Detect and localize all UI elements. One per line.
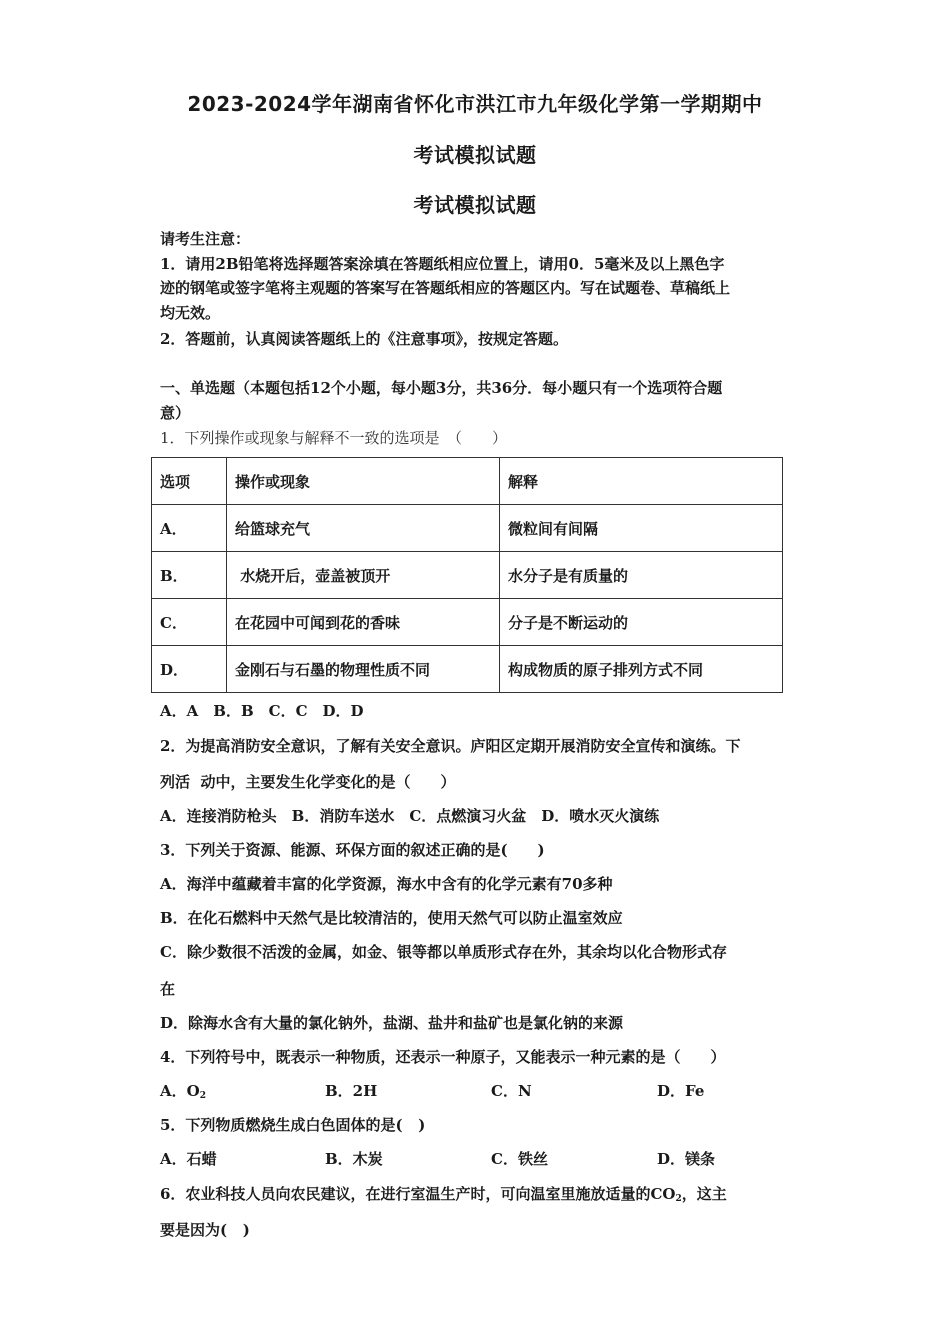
q5-option-a: A．石蜡 [160, 1150, 217, 1168]
q4-option-a-subscript: 2 [199, 1091, 206, 1101]
q6-stem-subscript: 2 [675, 1194, 682, 1204]
notice-item-1-line-3: 均无效。 [160, 304, 221, 322]
q5-option-c: C．铁丝 [491, 1150, 548, 1168]
q1-answer-options: A．A B．B C．C D．D [160, 702, 364, 720]
row-option: D． [152, 646, 227, 693]
section-heading-line-1: 一、单选题（本题包括12个小题，每小题3分，共36分．每小题只有一个选项符合题 [160, 379, 723, 397]
q4-stem: 4．下列符号中，既表示一种物质，还表示一种原子，又能表示一种元素的是（ ） [160, 1048, 726, 1066]
q3-option-c-line-1: C．除少数很不活泼的金属，如金、银等都以单质形式存在外，其余均以化合物形式存 [160, 943, 727, 961]
row-explanation: 微粒间有间隔 [500, 505, 783, 552]
notice-heading: 请考生注意： [160, 230, 251, 248]
q4-options [160, 1080, 800, 1102]
table-row [152, 505, 783, 552]
title-line-1: 2023-2024学年湖南省怀化市洪江市九年级化学第一学期期中 [187, 92, 763, 116]
q2-options: A．连接消防枪头 B．消防车送水 C．点燃演习火盆 D．喷水灭火演练 [160, 807, 660, 825]
row-operation: 金刚石与石墨的物理性质不同 [227, 646, 500, 693]
q6-stem-line-1 [160, 1183, 800, 1204]
row-explanation: 分子是不断运动的 [500, 599, 783, 646]
notice-item-1-line-2: 迹的钢笔或签字笔将主观题的答案写在答题纸相应的答题区内。写在试题卷、草稿纸上 [160, 279, 731, 297]
q1-table [151, 457, 783, 693]
q4-option-a-text: A．O [160, 1082, 200, 1100]
q4-option-d: D．Fe [657, 1082, 705, 1100]
q3-option-d: D．除海水含有大量的氯化钠外，盐湖、盐井和盐矿也是氯化钠的来源 [160, 1014, 624, 1032]
q3-option-a: A．海洋中蕴藏着丰富的化学资源，海水中含有的化学元素有70多种 [160, 875, 613, 893]
row-option: B． [152, 552, 227, 599]
q2-stem-line-2: 列活 动中，主要发生化学变化的是（ ） [160, 773, 456, 791]
row-explanation: 构成物质的原子排列方式不同 [500, 646, 783, 693]
q1-stem: 1．下列操作或现象与解释不一致的选项是 （ ） [160, 429, 508, 447]
q3-stem: 3．下列关于资源、能源、环保方面的叙述正确的是( ) [160, 841, 545, 859]
table-header-row [152, 458, 783, 505]
title-line-2: 考试模拟试题 [413, 143, 537, 167]
row-option: C． [152, 599, 227, 646]
notice-item-2: 2．答题前，认真阅读答题纸上的《注意事项》，按规定答题。 [160, 330, 568, 348]
table-row [152, 646, 783, 693]
q3-option-c-line-2: 在 [160, 980, 176, 998]
q6-stem-text-end: ，这主 [681, 1185, 727, 1203]
table-row [152, 599, 783, 646]
title-line-3: 考试模拟试题 [413, 193, 537, 217]
q5-options [160, 1148, 800, 1170]
row-operation: 水烧开后，壶盖被顶开 [227, 552, 500, 599]
table-row [152, 552, 783, 599]
q4-option-c: C．N [491, 1082, 532, 1100]
q5-option-d: D．镁条 [657, 1150, 716, 1168]
q3-option-b: B．在化石燃料中天然气是比较清洁的，使用天然气可以防止温室效应 [160, 909, 623, 927]
q6-stem-text: 6．农业科技人员向农民建议，在进行室温生产时，可向温室里施放适量的CO [160, 1185, 676, 1203]
section-heading-line-2: 意） [160, 404, 191, 422]
row-operation: 在花园中可闻到花的香味 [227, 599, 500, 646]
row-option: A． [152, 505, 227, 552]
q4-option-b: B．2H [325, 1082, 378, 1100]
q2-stem-line-1: 2．为提高消防安全意识，了解有关安全意识。庐阳区定期开展消防安全宣传和演练。下 [160, 737, 741, 755]
row-explanation: 水分子是有质量的 [500, 552, 783, 599]
q6-stem-line-2: 要是因为( ) [160, 1221, 250, 1239]
q4-option-a [160, 1080, 206, 1101]
header-explanation: 解释 [500, 458, 783, 505]
row-operation: 给篮球充气 [227, 505, 500, 552]
q5-stem: 5．下列物质燃烧生成白色固体的是( ) [160, 1116, 426, 1134]
q5-option-b: B．木炭 [325, 1150, 383, 1168]
header-option: 选项 [152, 458, 227, 505]
header-operation: 操作或现象 [227, 458, 500, 505]
notice-item-1-line-1: 1．请用2B铅笔将选择题答案涂填在答题纸相应位置上，请用0．5毫米及以上黑色字 [160, 255, 725, 273]
